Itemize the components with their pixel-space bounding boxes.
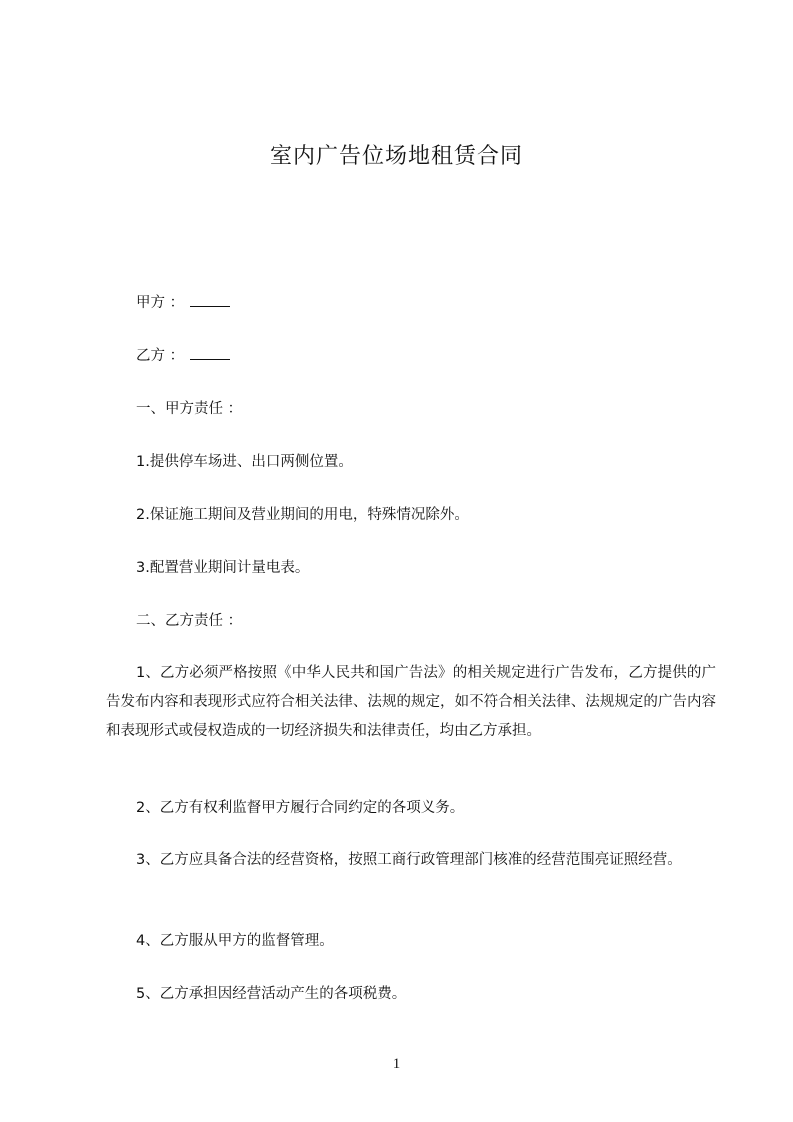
party-a-line (136, 292, 230, 313)
section-2-item-1 (106, 659, 716, 746)
party-b-blank (190, 345, 230, 360)
section-2-item-3 (106, 846, 716, 875)
section-2-item-3-text: 3、乙方应具备合法的经营资格，按照工商行政管理部门核准的经营范围亮证照经营。 (136, 852, 682, 868)
section-2-item-1-text: 1、乙方必须严格按照《中华人民共和国广告法》的相关规定进行广告发布，乙方提供的广告发布内容和表现形式应符合相关法律、法规的规定，如不符合相关法律、法规规定的广告内容和表现形式或侵权造成的一切经济损失和法律责任，均由乙方承担。 (106, 665, 716, 739)
party-b-label: 乙方 ： (136, 348, 185, 364)
page-number: 1 (392, 1056, 401, 1072)
party-b-line (136, 345, 230, 366)
section-2-item-4: 4、乙方服从甲方的监督管理。 (136, 933, 334, 949)
party-a-label: 甲方 ： (136, 295, 185, 311)
section-2-heading: 二、乙方责任 ： (136, 613, 243, 629)
section-1-item-3: 3.配置营业期间计量电表。 (136, 560, 310, 576)
section-2-item-5: 5、乙方承担因经营活动产生的各项税费。 (136, 986, 407, 1002)
section-2-item-2: 2、乙方有权利监督甲方履行合同约定的各项义务。 (136, 800, 465, 816)
section-1-item-1: 1.提供停车场进、出口两侧位置。 (136, 454, 353, 470)
party-a-blank (190, 292, 230, 307)
document-title: 室内广告位场地租赁合同 (269, 144, 523, 169)
section-1-heading: 一、甲方责任 ： (136, 401, 243, 417)
section-1-item-2: 2.保证施工期间及营业期间的用电，特殊情况除外。 (136, 507, 469, 523)
